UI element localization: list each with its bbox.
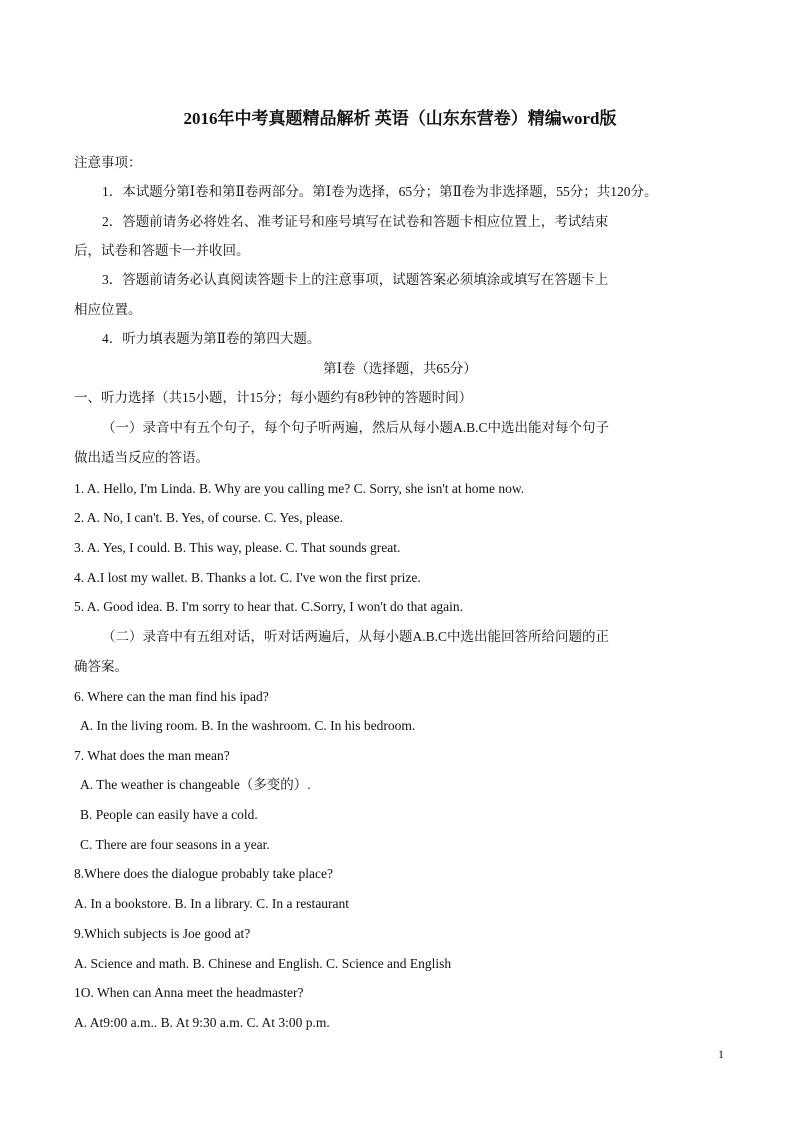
answer-options: A. In the living room. B. In the washroom. C. In his bedroom. bbox=[80, 718, 416, 733]
document-title: 2016年中考真题精品解析 英语（山东东营卷）精编word版 bbox=[183, 109, 617, 128]
notice-item: 相应位置。 bbox=[74, 302, 142, 317]
question-stem: 7. What does the man mean? bbox=[74, 748, 230, 763]
volume-heading: 第Ⅰ卷（选择题，共65分） bbox=[323, 361, 477, 376]
question-stem: 9.Which subjects is Joe good at? bbox=[74, 926, 251, 941]
section-heading: 一、听力选择（共15小题，计15分；每小题约有8秒钟的答题时间） bbox=[74, 390, 473, 405]
question-stem: 8.Where does the dialogue probably take place? bbox=[74, 866, 334, 881]
answer-option: A. The weather is changeable（多变的）. bbox=[80, 777, 311, 792]
question-stem: 1O. When can Anna meet the headmaster? bbox=[74, 985, 304, 1000]
question-item: 1. A. Hello, I'm Linda. B. Why are you calling me? C. Sorry, she isn't at home now. bbox=[74, 481, 525, 496]
notice-item: 2．答题前请务必将姓名、准考证号和座号填写在试卷和答题卡相应位置上，考试结束 bbox=[102, 214, 609, 229]
question-item: 4. A.I lost my wallet. B. Thanks a lot. C. I've won the first prize. bbox=[74, 570, 421, 585]
part2-instruction: 确答案。 bbox=[74, 659, 128, 674]
question-item: 5. A. Good idea. B. I'm sorry to hear that. C.Sorry, I won't do that again. bbox=[74, 599, 464, 614]
part1-instruction: （一）录音中有五个句子，每个句子听两遍，然后从每小题A.B.C中选出能对每个句子 bbox=[102, 420, 610, 435]
notice-item: 后，试卷和答题卡一并收回。 bbox=[74, 243, 250, 258]
notice-item: 3．答题前请务必认真阅读答题卡上的注意事项，试题答案必须填涂或填写在答题卡上 bbox=[102, 272, 609, 287]
notice-heading: 注意事项： bbox=[74, 155, 142, 170]
answer-options: A. At9:00 a.m.. B. At 9:30 a.m. C. At 3:00 p.m. bbox=[74, 1015, 330, 1030]
part1-instruction: 做出适当反应的答语。 bbox=[74, 450, 209, 465]
answer-option: C. There are four seasons in a year. bbox=[80, 837, 270, 852]
answer-options: A. In a bookstore. B. In a library. C. In a restaurant bbox=[74, 896, 350, 911]
question-item: 3. A. Yes, I could. B. This way, please. C. That sounds great. bbox=[74, 540, 401, 555]
question-item: 2. A. No, I can't. B. Yes, of course. C. Yes, please. bbox=[74, 510, 344, 525]
notice-item: 4．听力填表题为第Ⅱ卷的第四大题。 bbox=[102, 331, 321, 346]
question-stem: 6. Where can the man find his ipad? bbox=[74, 689, 269, 704]
answer-options: A. Science and math. B. Chinese and English. C. Science and English bbox=[74, 956, 452, 971]
notice-item: 1．本试题分第Ⅰ卷和第Ⅱ卷两部分。第Ⅰ卷为选择，65分；第Ⅱ卷为非选择题，55分；共120分。 bbox=[102, 184, 658, 199]
answer-option: B. People can easily have a cold. bbox=[80, 807, 258, 822]
part2-instruction: （二）录音中有五组对话，听对话两遍后，从每小题A.B.C中选出能回答所给问题的正 bbox=[102, 629, 610, 644]
page-number: 1 bbox=[718, 1047, 724, 1061]
